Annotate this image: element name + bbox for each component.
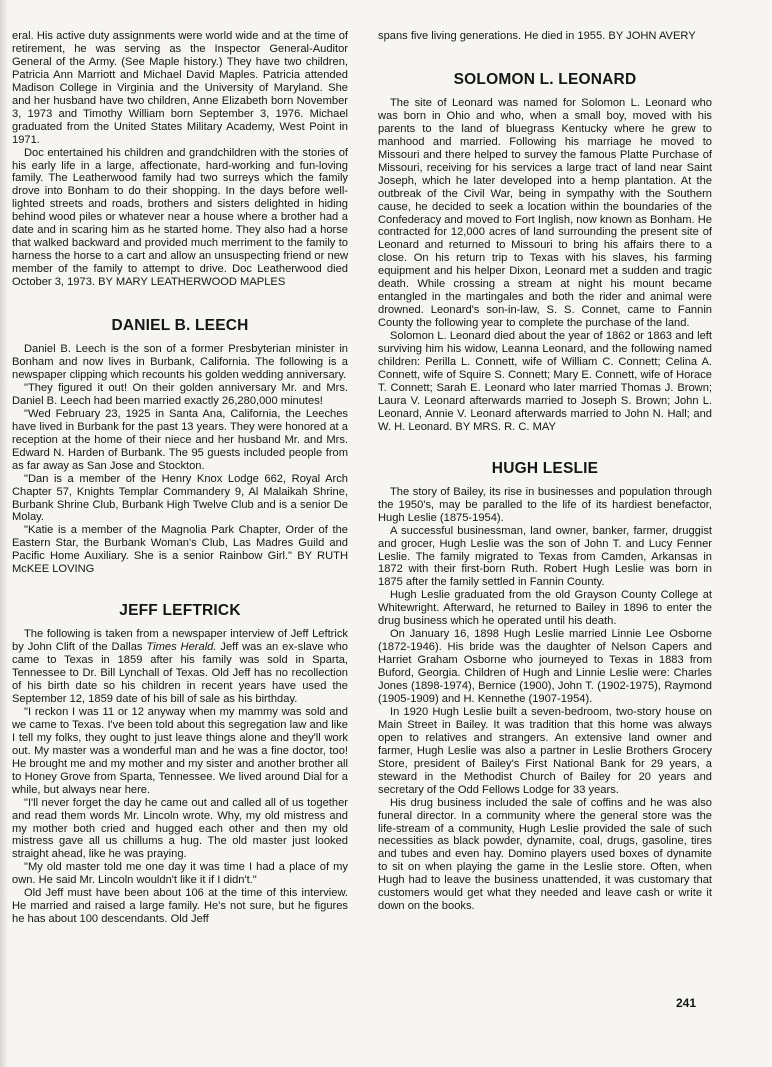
article-title-leech: DANIEL B. LEECH — [111, 317, 249, 335]
intro-text: The following is taken from a newspaper interview of Jeff Leftrick by John Clift of the Dallas — [12, 628, 348, 654]
paragraph: Old Jeff must have been about 106 at the time of this interview. He married and raised a large family. He's not sure, but he figures he has about 100 descendants. Old Jeff — [12, 887, 348, 926]
paragraph: On January 16, 1898 Hugh Leslie married Linnie Lee Osborne (1872-1946). His bride was the daughter of Nelson Capers and Harriet Graham Osborne who journeyed to Texas in 1883 from Buford, Georgia. Children of Hugh and Linnie Leslie were: Charles Jones (1898-1974), Bernice (1900), John T. (1902-1975), Raymond (1905-1909) and H. Kennethe (1907-1954). — [378, 628, 712, 705]
left-column — [12, 30, 348, 926]
paragraph: "I'll never forget the day he came out and called all of us together and read them words Mr. Lincoln wrote. Why, my old mistress and my mother both cried and hugged each other and then my old mistress gave all us chillums a hug. The old master just looked straight ahead, like he was praying. — [12, 796, 348, 861]
paragraph: Daniel B. Leech is the son of a former Presbyterian minister in Bonham and now lives in Burbank, California. The following is a newspaper clipping which recounts his golden wedding anniversary. — [12, 343, 348, 381]
paragraph: "Dan is a member of the Henry Knox Lodge 662, Royal Arch Chapter 57, Knights Templar Commandery 9, Al Malaikah Shrine, Burbank Shrine Club, Burbank High Twelve Club and is a senior De Molay. — [12, 472, 348, 524]
paragraph: The story of Bailey, its rise in businesses and population through the 1950's, may be paralled to the life of its hardiest benefactor, Hugh Leslie (1875-1954). — [378, 485, 712, 524]
paragraph: "Katie is a member of the Magnolia Park Chapter, Order of the Eastern Star, the Burbank Woman's Club, Las Madres Guild and Pacific Home Auxiliary. She is a senior Rainbow Girl." BY RUTH McKEE LOVING — [12, 524, 348, 576]
paragraph: "Wed February 23, 1925 in Santa Ana, California, the Leeches have lived in Burbank for the past 13 years. They were honored at a reception at the home of their niece and her husband Mr. and Mrs. Edward N. Harden of Burbank. The 95 guests included people from as far away as San Jose and Stockton. — [12, 407, 348, 472]
right-column — [378, 30, 712, 913]
continued-paragraph: spans five living generations. He died in 1955. BY JOHN AVERY — [378, 30, 696, 42]
continued-paragraph: Doc entertained his children and grandchildren with the stories of his early life in a large, affectionate, hard-working and fun-loving family. The Leatherwood family had two surreys which the family drove into Bonham to do their shopping. In the days before well-lighted streets and roads, brothers and sisters delighted in hiding behind wood piles or whatever near a house where a brother had a date and in scaring him as he started home. They also had a horse that walked backward and provided much merriment to the family to harness the horse to a cart and allow an unsuspecting friend or new member of the family to attempt to drive. Doc Leatherwood died October 3, 1973. BY MARY LEATHERWOOD MAPLES — [12, 146, 348, 289]
article-title-leftrick: JEFF LEFTRICK — [119, 602, 241, 620]
intro-text: Jeff was an ex-slave who came to Texas in 1859 after his family was sold in Sparta, Tennessee to Dr. Bill Lynchall of Texas. Old Jeff has no recollection of his birth date so his children in recent years have used the September 12, 1859 date of his bill of sale as his birthday. — [12, 641, 348, 705]
paragraph: "I reckon I was 11 or 12 anyway when my mammy was sold and we came to Texas. I've been told about this segregation law and like I tell my folks, they ought to just leave things alone and they'll work out. My master was a wonderful man and he was a fine doctor, too! He brought me and my mother and my sister and another brother all to Honey Grove from Sparta, Tennessee. We lived around Dial for a while, but always near here. — [12, 705, 348, 796]
page-binding-edge — [0, 0, 8, 1067]
paragraph: "My old master told me one day it was time I had a place of my own. He said Mr. Lincoln wouldn't like it if I didn't." — [12, 861, 348, 887]
article-title-leonard: SOLOMON L. LEONARD — [453, 70, 637, 88]
page-number: 241 — [676, 996, 697, 1010]
paragraph: A successful businessman, land owner, banker, farmer, druggist and grocer, Hugh Leslie was the son of John T. and Lucy Fenner Leslie. The family migrated to Texas from Camden, Arkansas in 1872 with their first-born Ruth. Robert Hugh Leslie was born in 1875 after the family settled in Fannin County. — [378, 524, 712, 589]
paragraph: His drug business included the sale of coffins and he was also funeral director. In a community where the general store was the life-stream of a community, Hugh Leslie provided the sale of such necessities as black powder, dynamite, coal, drugs, gasoline, tires and tubes and even hay. Domino players used boxes of dynamite to sit on when playing the game in the Leslie store. Often, when Hugh had to leave the business unattended, it was customary that customers would get what they needed and leave cash or write it down on the books. — [378, 796, 712, 913]
article-title-leslie: HUGH LESLIE — [491, 459, 599, 477]
paragraph: In 1920 Hugh Leslie built a seven-bedroom, two-story house on Main Street in Bailey. It was tradition that this home was always open to relatives and strangers. An extensive land owner and farmer, Hugh Leslie was also a partner in Leslie Brothers Grocery Store, president of Bailey's First National Bank for 29 years, a steward in the Methodist Church of Bailey for 20 years and secretary of the Odd Fellows Lodge for 33 years. — [378, 705, 712, 796]
continued-paragraph: eral. His active duty assignments were world wide and at the time of retirement, he was serving as the Inspector General-Auditor General of the Army. (See Maple history.) They have two children, Patricia Ann Marriott and Michael David Maples. Patricia attended Madison College in Virginia and the University of Maryland. She and her husband have two children, Anne Elizabeth born November 3, 1973 and Timothy William born September 3, 1976. Michael graduated from the United States Military Academy, West Point in 1971. — [12, 30, 348, 146]
paragraph: Solomon L. Leonard died about the year of 1862 or 1863 and left surviving him his widow, Leanna Leonard, and the following named children: Perilla L. Connett, wife of William C. Connett; Celina A. Connett, wife of Squire S. Connett; Mary E. Connett, wife of Horace T. Connett; Sarah E. Leonard who later married Thomas J. Brown; Laura V. Leonard afterwards married to Joseph S. Brown; John L. Leonard, Annie V. Leonard afterwards married to John N. Hall; and W. H. Leonard. BY MRS. R. C. MAY — [378, 330, 712, 433]
paragraph: "They figured it out! On their golden anniversary Mr. and Mrs. Daniel B. Leech had been married exactly 26,280,000 minutes! — [12, 381, 348, 407]
newspaper-name: Times Herald. — [146, 641, 217, 654]
paragraph: Hugh Leslie graduated from the old Grayson County College at Whitewright. Afterward, he returned to Bailey in 1896 to enter the drug business which he operated until his death. — [378, 589, 712, 628]
paragraph — [12, 628, 348, 706]
paragraph: The site of Leonard was named for Solomon L. Leonard who was born in Ohio and who, when a small boy, moved with his parents to the land of bluegrass Kentucky where he grew to manhood and married. Following his marriage he moved to Missouri and there helped to survey the famous Platte Purchase of Missouri, receiving for his services a large tract of land near Saint Joseph, which he later developed into a hemp plantation. At the outbreak of the Civil War, being in sympathy with the Southern cause, he decided to seek a location within the boundaries of the Confederacy and moved to Fort Inglish, now known as Bonham. He contracted for 12,000 acres of land surrounding the present site of Leonard and returned to Missouri to bring his affairs there to a close. On his return trip to Texas with his slaves, his farming equipment and his helper Dixon, Leonard met a sudden and tragic death. While crossing a stream at night his mount became entangled in the martingales and both the rider and animal were drowned. Leonard's son-in-law, S. S. Connet, came to Fannin County the following year to complete the purchase of the land. — [378, 96, 712, 330]
